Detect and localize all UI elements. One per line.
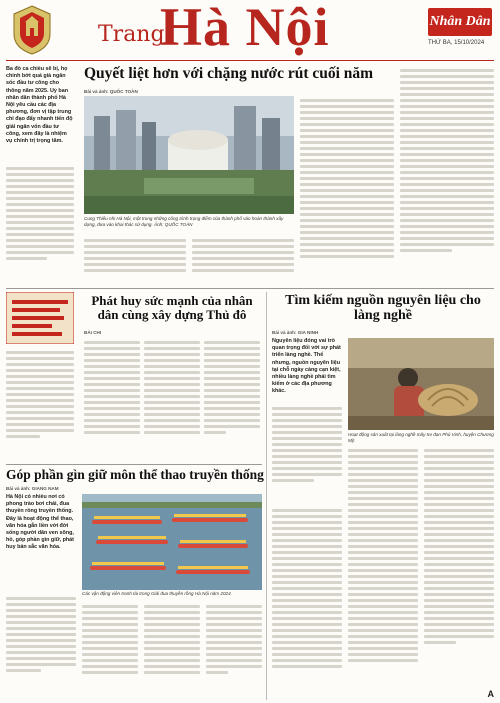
article4-photo — [82, 494, 262, 590]
article1-col2 — [84, 236, 186, 284]
article1-headline: Quyết liệt hơn với chặng nước rút cuối năm — [84, 65, 374, 82]
article2-col3 — [144, 338, 200, 460]
article1-byline: Bài và ảnh: QUỐC TOÀN — [84, 89, 138, 94]
side-banner — [6, 292, 74, 344]
article3-col4 — [272, 506, 342, 696]
article4-col4 — [206, 602, 262, 698]
article4-headline: Góp phần gìn giữ môn thể thao truyền thống — [6, 467, 264, 482]
article3-col1 — [272, 404, 342, 504]
article1-col5 — [400, 66, 494, 284]
article4-col1 — [6, 594, 76, 698]
article4-byline: Bài và ảnh: GIANG NAM — [6, 486, 59, 491]
page-letter: A — [487, 689, 494, 699]
article4-lede: Hà Nội có nhiều nơi có phong trào bơi chải, đua thuyền rồng truyền thống. Đây là hoạt động thể thao, văn hóa gắn liền với đời sống người dân ven sông, hồ, góp phần gìn giữ, phát huy bản sắc văn hóa. — [6, 494, 74, 551]
page-title: Hà Nội — [160, 0, 330, 57]
column-divider — [266, 292, 267, 700]
article3-col3 — [424, 446, 494, 686]
hanoi-crest-icon — [10, 4, 54, 56]
article3-headline: Tìm kiếm nguồn nguyên liệu cho làng nghề — [285, 293, 481, 323]
article2-col4 — [204, 338, 260, 460]
article1-col4 — [300, 96, 394, 284]
section-divider-1 — [6, 288, 494, 289]
article2-headline: Phát huy sức mạnh của nhân dân cùng xây dựng Thủ đô — [91, 293, 253, 322]
article1-col3 — [192, 236, 294, 284]
article4-col2 — [82, 602, 138, 698]
section-label: Trang — [98, 22, 165, 47]
article3-lede: Nguyên liệu đóng vai trò quan trọng đối với sự phát triển làng nghề. Thế nhưng, nguồn nguyên liệu tại chỗ ngày càng cạn kiệt, nhiều làng nghề phải tìm kiếm ở các địa phương khác. — [272, 338, 341, 395]
article3-col2 — [348, 446, 418, 696]
section-divider-2 — [6, 464, 262, 465]
article2-col1 — [6, 348, 74, 460]
article2-byline: BÀI CHI — [84, 330, 102, 335]
article2-col2 — [84, 338, 140, 460]
article4-caption: Các vận động viên tranh tài trong Giải đua thuyền rồng Hà Nội năm 2024. — [82, 591, 232, 596]
article3-caption: Hoạt động sản xuất tại làng nghề mây tre đan Phú Vinh, huyện Chương Mỹ. — [348, 432, 494, 443]
article1-photo — [84, 96, 294, 214]
article1-col1 — [6, 164, 74, 284]
article3-photo — [348, 338, 494, 430]
masthead — [0, 0, 500, 62]
article4-col3 — [144, 602, 200, 698]
article1-lede: Ba đồ ca chiều sẽ bị, họ chính bớt quá già ngân sốc đầu tư công cho thông năm 2025. Uỷ ban nhân dân thành phố Hà Nội yêu cầu các địa phương, đơn vị tập trung chỉ đạo đẩy nhanh tiến độ giải ngân vốn đầu tư công, xem đây là nhiệm vụ chính trị trọng tâm. — [6, 66, 73, 145]
masthead-rule — [6, 60, 494, 61]
article3-byline: Bài và ảnh: GIA NINH — [272, 330, 319, 335]
issue-date: THỨ BA, 15/10/2024 — [428, 40, 485, 46]
newspaper-logo: Nhân Dân — [428, 8, 492, 36]
article1-caption: Cung Thiếu nhi Hà Nội, một trong những công trình trọng điểm của thành phố vào hoàn thành xây dựng, đưa vào khai thác sử dụng. Ảnh: QUỐC TOÀN — [84, 216, 284, 227]
